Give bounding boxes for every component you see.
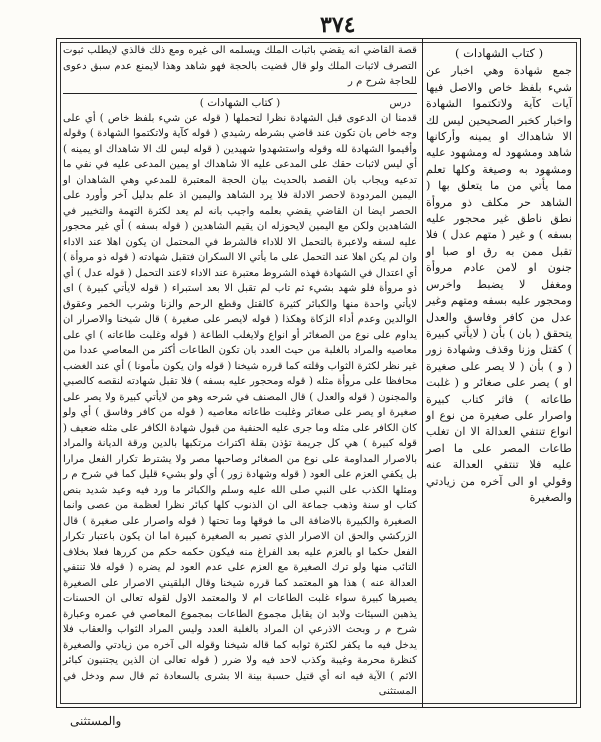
margin-section-title: ( كتاب الشهادات ): [454, 46, 544, 60]
column-divider: [422, 39, 423, 707]
section-heading-row: [63, 96, 417, 111]
page-frame: [56, 38, 581, 708]
lesson-label: درس: [389, 97, 411, 109]
catchword: والمستثنى: [70, 714, 122, 728]
main-gloss-column: [63, 43, 417, 699]
section-title: ( كتاب الشهادات ): [199, 96, 281, 109]
main-divider-rule: [63, 93, 417, 94]
main-top-text: قصة القاضي انه يقضي باثبات الملك ويسلمه الى غيره ومع ذلك فالذي لايطلب ثبوت التصرف لاثبات الملك ولو قال قضيت بالحجة فهو شاهد وهذا لايمنع عدم سبق دعوى للحاجة شرح م ر: [63, 45, 417, 87]
margin-commentary-column: [426, 45, 572, 504]
main-body-text: قدمنا ان الدعوى قبل الشهادة نظرا لتحملها ( قوله عن شيء بلفظ خاص ) أي على وجه خاص بان تكون عند قاضي بشرطه رشيدي ( قوله كآية ولاتكتموا الشهادة ) وقوله وأقيموا الشهادة لله وقوله واستشهدوا شهيدين ( قوله ليس لك الا شاهداك او يمينه ) أي ليس لاثبات حقك على المدعى عليه الا شاهداك او يمين المدعى عليه في نفي ما تدعيه ويجاب بان القصد بالحديث بيان الحجة المعتبرة للمدعي وهي الشاهدان او اليمين المردودة لاحصر الادلة فلا يرد الشاهد واليمين اذ علم بدليل آخر وأورد على الحصر ايضا ان القاضي يقضي بعلمه واجيب بانه لم يعد لكثرة التهمة والتخيير في الشاهدين ولكن مع اليمين لايحوزله ان يقيم الشاهدين ( قوله بسفه ) أي غير محجور عليه لسفه ولاعبرة بالتحمل الا للاداء فالشرط في المحتمل ان يكون اهلا عند الاداء وان لم يكن اهلا عند التحمل على ما يأتي الا السكران فتقبل شهادته ( قوله ذو مروأة ) أي اعتدال في الشهادة فهذه الشروط معتبرة عند الاداء لاعند التحمل ( قوله عدل ) أي ذو مروأة فلو شهد بشيء ثم تاب لم تقبل الا بعد استبراء ( قوله لايأتي كبيرة ) اى لايأتي واحدة منها والكبائر كثيرة كالقتل وقطع الرحم والزنا وشرب الخمر وعقوق الوالدين وعدم أداء الزكاة وهكذا ( قوله لايصر على صغيرة ) قال شيخنا والاصرار ان يداوم على نوع من الصغائر أو انواع ولايغلب الطاعة ( قوله وغلبت طاعاته ) اي على معاصيه والمراد بالغلبة من حيث العدد بان تكون الطاعات أكثر من المعاصي عددا من غير نظر لكثرة الثواب وقلته كما قرره شيخنا ( قوله وان يكون مأمونا ) أي عند الغضب محافظا على مروأة مثله ( قوله ومحجور عليه بسفه ) فلا تقبل شهادته لنقصه كالصبي والمجنون ( قوله والعدل ) قال المصنف في شرحه وهو من لايأتي كبيرة ولا يصر على صغيرة او يصر على صغائر وغلبت طاعاته معاصيه ( قوله من كافر وفاسق ) أي ولو كان الكافر على مثله وما جرى عليه الحنفية من قبول شهادة الكافر على مثله ضعيف ( قوله كبيرة ) هي كل جريمة تؤذن بقلة اكتراث مرتكبها بالدين ورقة الديانة والمراد بالاصرار المداومة على نوع من الصغائر وصاحبها مصر ولا يشترط تكرار الفعل مرارا بل يكفي العزم على العود ( قوله وشهادة زور ) أي ولو بشيء قليل كما في شرح م ر ومثلها الكذب على النبي صلى الله عليه وسلم والكبائر ما ورد فيه وعيد شديد بنص كتاب او سنة وذهب جماعة الى ان الذنوب كلها كبائر نظرا لعظمة من عصى وانما الصغيرة والكبيرة بالاضافة الى ما فوقها وما تحتها ( قوله واصرار على صغيرة ) قال الزركشي والحق ان الاصرار الذي تصير به الصغيرة كبيرة اما ان يكون باعتبار تكرار الفعل حكما او بالعزم عليه بعد الفراغ منه فيكون حكمه حكم من كررها فعلا بخلاف التائب منها ولو ترك الصغيرة مع العزم على عدم العود لم يضره ( قوله فلا تنتفي العدالة عنه ) هذا هو المعتمد كما قرره شيخنا وقال البلقيني الاصرار على الصغيرة يصيرها كبيرة سواء غلبت الطاعات ام لا والمعتمد الاول لقوله تعالى ان الحسنات يذهبن السيئات ولابد ان يقابل مجموع الطاعات بمجموع المعاصي في عمره وعبارة شرح م ر وبحث الاذرعي ان المراد بالغلبة العدد وليس المراد الثواب والعقاب فلا يدخل فيه ما يكفر لكثرة ثوابه كما قاله شيخنا وقوله الى آخره من زيادتي والصغيرة كنظرة محرمة وغيبة وكذب لاحد فيه ولا ضرر ( قوله تعالى ان الذين يجتنبون كبائر الاثم ) الآية فيه انه أي قتيل حسبة بينة الا بشرى بالسعادة ثم قال سم ودخل في المستثنى: [63, 112, 417, 697]
page-number: ٣٧٤: [320, 12, 356, 38]
margin-text: جمع شهادة وهي اخبار عن شيء بلفظ خاص والاصل فيها آيات كآية ولاتكتموا الشهادة واخبار كخبر الصحيحين ليس لك الا شاهداك او يمينه وأركانها شاهد ومشهود له ومشهود عليه ومشهود به وصيغة وكلها تعلم مما يأتي من ما يتعلق بها ( الشاهد حر مكلف ذو مروأة نطق ناطق غير محجور عليه بسفه ) و غير ( متهم عدل ) فلا تقبل ممن به رق او صبا او جنون او لامن عادم مروأة ومغفل لا يضبط واخرس ومحجور عليه بسفه ومتهم وغير عدل من كافر وفاسق والعدل يتحقق ( بان ) بأن ( لايأتي كبيرة ) كقتل وزنا وقذف وشهادة زور ( و ) بأن ( لا يصر على صغيرة او ) يصر على صغائر و ( غلبت طاعاته ) فاثر كتاب كبيرة واصرار على صغيرة من نوع او انواع تنتفي العدالة الا ان تغلب طاعات المصر على ما اصر عليه فلا تنتفي العدالة عنه وقولي او الى آخره من زيادتي والصغيرة: [426, 64, 572, 504]
